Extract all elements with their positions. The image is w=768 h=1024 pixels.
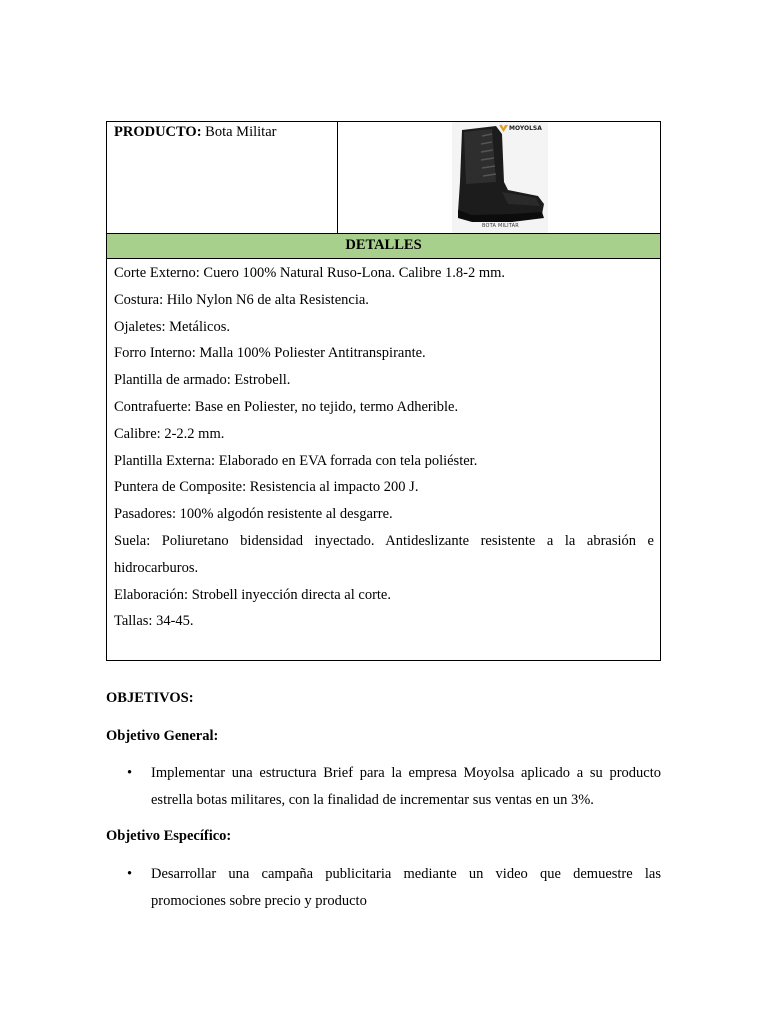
product-table [106,121,661,661]
detail-item: Costura: Hilo Nylon N6 de alta Resistencia. [114,291,369,308]
bullet-icon: • [127,765,133,781]
detail-item: Plantilla de armado: Estrobell. [114,372,291,389]
product-name [114,124,276,141]
product-row [107,122,660,233]
detail-item: Plantilla Externa: Elaborado en EVA forrada con tela poliéster. [114,452,478,469]
detail-item: Corte Externo: Cuero 100% Natural Ruso-Lona. Calibre 1.8-2 mm. [114,265,506,281]
image-caption: BOTA MILITAR [482,223,519,229]
detail-item: Suela: Poliuretano bidensidad inyectado. Antideslizante resistente a la abrasión e [114,532,654,549]
product-label: PRODUCTO: [114,124,202,140]
detail-item: Forro Interno: Malla 100% Poliester Antitranspirante. [114,345,426,362]
product-image-cell [338,122,660,233]
detail-item: Tallas: 34-45. [114,613,194,630]
specific-objective-text [151,861,661,915]
specific-objective-line: Desarrollar una campaña publicitaria mediante un video que demuestre las [151,866,661,882]
details-header: DETALLES [107,233,660,259]
detail-item: Puntera de Composite: Resistencia al impacto 200 J. [114,479,419,496]
boot-image [452,122,548,233]
detail-item: Pasadores: 100% algodón resistente al desgarre. [114,506,393,523]
specific-objective-title: Objetivo Específico: [106,828,232,844]
objectives-title: OBJETIVOS: [106,690,194,706]
detail-item: Elaboración: Strobell inyección directa al corte. [114,586,391,603]
general-objective-line: estrella botas militares, con la finalidad de incrementar sus ventas en un 3%. [151,792,594,808]
detail-item: Ojaletes: Metálicos. [114,318,230,335]
general-objective-text [151,760,661,814]
detail-item: Calibre: 2-2.2 mm. [114,425,225,442]
specific-objective-line: promociones sobre precio y producto [151,893,367,909]
brand-name: MOYOLSA [509,125,542,132]
details-list [114,260,654,635]
product-cell [107,122,338,233]
detail-item: hidrocarburos. [114,559,199,576]
general-objective-title: Objetivo General: [106,728,219,744]
general-objective-line: Implementar una estructura Brief para la empresa Moyolsa aplicado a su producto [151,765,661,781]
product-value: Bota Militar [205,124,277,140]
detail-item: Contrafuerte: Base en Poliester, no tejido, termo Adherible. [114,398,459,415]
bullet-icon: • [127,866,133,882]
